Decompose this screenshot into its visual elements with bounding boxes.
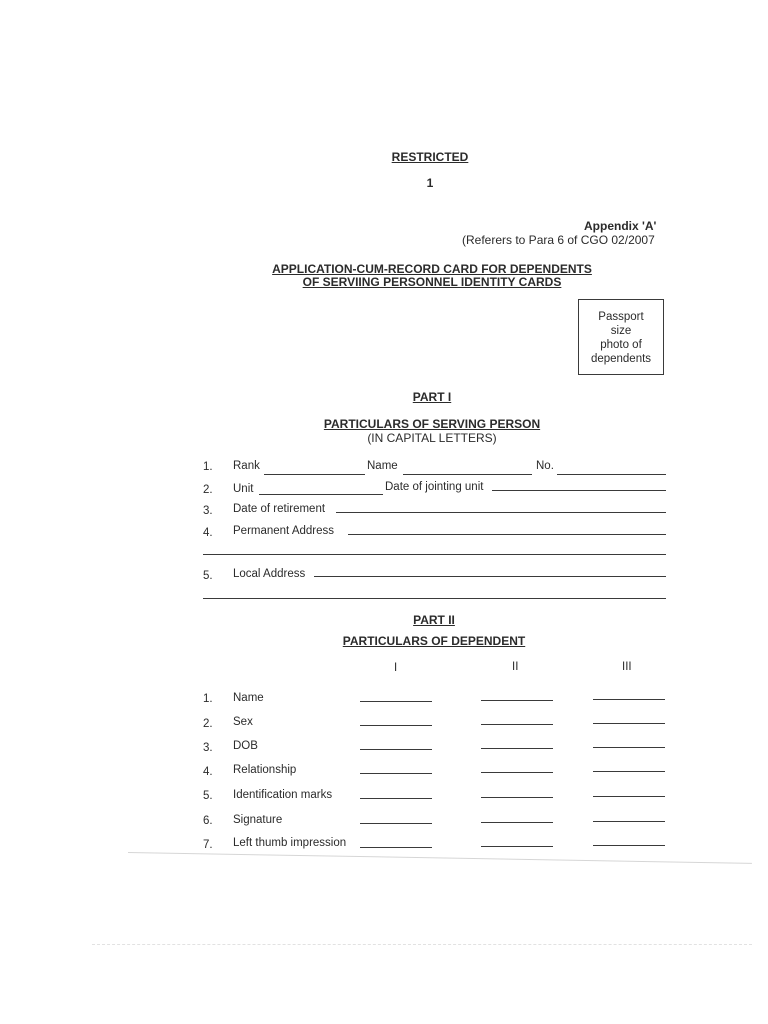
part2-title: PART II [413,613,455,627]
photo-box-line: Passport [598,311,644,323]
row-number: 7. [203,839,213,851]
dependent-1-field[interactable] [360,725,432,726]
dependent-1-field[interactable] [360,798,432,799]
unit-label: Unit [233,483,254,495]
dependent-3-field[interactable] [593,747,665,748]
dependent-2-field[interactable] [481,822,553,823]
field-number: 1. [203,461,213,473]
date-joining-field[interactable] [492,490,666,491]
photo-box-line: photo of [600,339,642,351]
dependent-3-field[interactable] [593,723,665,724]
dependent-2-field[interactable] [481,724,553,725]
row-number: 5. [203,790,213,802]
reference-note: (Referers to Para 6 of CGO 02/2007 [462,233,655,247]
photo-box-line: size [610,325,632,337]
row-number: 4. [203,766,213,778]
form-title-line2: OF SERVIING PERSONNEL IDENTITY CARDS [302,275,562,289]
dependent-3-field[interactable] [593,845,665,846]
number-label: No. [536,460,554,472]
dependent-2-field[interactable] [481,797,553,798]
local-address-label: Local Address [233,568,306,580]
retirement-label: Date of retirement [233,503,326,515]
dependent-2-field[interactable] [481,846,553,847]
classification-heading: RESTRICTED [391,150,469,164]
dependent-1-field[interactable] [360,823,432,824]
number-field[interactable] [557,474,666,475]
row-label: Signature [233,814,283,826]
local-address-field[interactable] [314,576,666,577]
appendix-label: Appendix 'A' [584,219,657,233]
dependent-1-field[interactable] [360,773,432,774]
name-field[interactable] [403,474,532,475]
row-label: Sex [233,716,253,728]
page-number: 1 [426,176,434,190]
dependent-3-field[interactable] [593,771,665,772]
row-label: Identification marks [233,789,333,801]
row-label: Left thumb impression [233,837,347,849]
field-number: 3. [203,505,213,517]
row-number: 2. [203,718,213,730]
part2-subtitle: PARTICULARS OF DEPENDENT [342,634,526,648]
date-joining-label: Date of jointing unit [385,481,484,493]
field-number: 5. [203,570,213,582]
part1-subtitle: PARTICULARS OF SERVING PERSON [323,417,541,431]
rank-label: Rank [233,460,260,472]
part1-title: PART I [412,390,452,404]
dependent-1-field[interactable] [360,847,432,848]
part1-note: (IN CAPITAL LETTERS) [367,431,497,445]
row-number: 3. [203,742,213,754]
dependent-3-field[interactable] [593,821,665,822]
photo-box-line: dependents [590,353,652,365]
permanent-address-field[interactable] [348,534,666,535]
field-number: 4. [203,527,213,539]
retirement-field[interactable] [336,512,666,513]
dependent-1-field[interactable] [360,749,432,750]
page-edge-line [92,944,752,945]
dependent-2-field[interactable] [481,772,553,773]
dependent-3-field[interactable] [593,796,665,797]
permanent-address-label: Permanent Address [233,525,335,537]
dependent-2-field[interactable] [481,700,553,701]
row-number: 6. [203,815,213,827]
form-title-line1: APPLICATION-CUM-RECORD CARD FOR DEPENDENTS [272,262,592,276]
name-label: Name [367,460,398,472]
column-header: I [394,662,398,674]
row-label: Name [233,692,264,704]
unit-field[interactable] [259,494,383,495]
row-label: Relationship [233,764,297,776]
dependent-3-field[interactable] [593,699,665,700]
rank-field[interactable] [264,474,365,475]
dependent-1-field[interactable] [360,701,432,702]
field-number: 2. [203,484,213,496]
passport-photo-box [578,299,664,375]
row-number: 1. [203,693,213,705]
column-header: III [622,661,632,673]
permanent-address-field-line2[interactable] [203,554,666,555]
page-fold-line [128,852,752,864]
local-address-field-line2[interactable] [203,598,666,599]
row-label: DOB [233,740,258,752]
dependent-2-field[interactable] [481,748,553,749]
column-header: II [512,661,519,673]
